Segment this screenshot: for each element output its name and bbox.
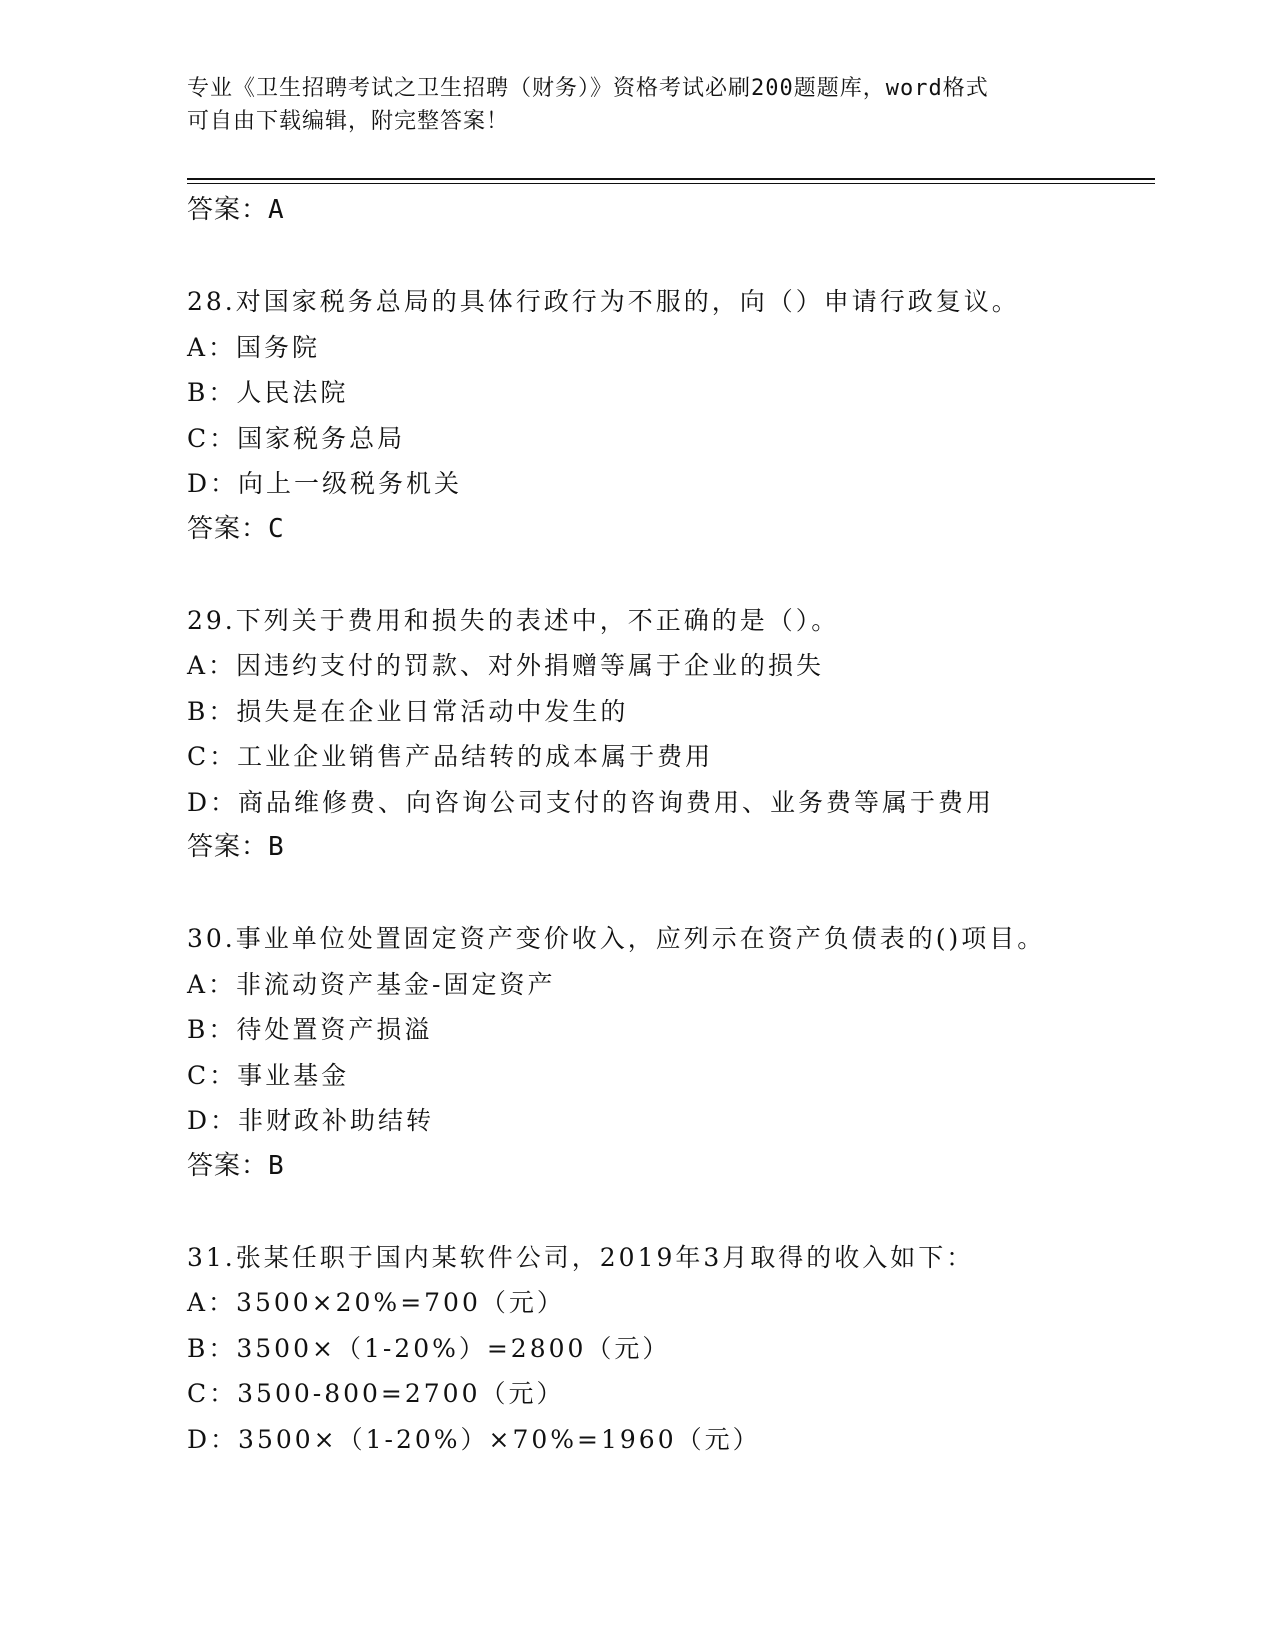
- option-d: D：非财政补助结转: [187, 1106, 435, 1135]
- option-a: A：非流动资产基金-固定资产: [187, 969, 556, 999]
- question-stem: 30.事业单位处置固定资产变价收入，应列示在资产负债表的()项目。: [187, 924, 1046, 953]
- option-c: C：工业企业销售产品结转的成本属于费用: [187, 742, 714, 771]
- spacer: [187, 871, 1187, 917]
- header-rule-thin: [187, 183, 1155, 184]
- option-a: A：因违约支付的罚款、对外捐赠等属于企业的损失: [187, 651, 825, 680]
- option-a: A：国务院: [187, 332, 321, 362]
- question-30: [187, 916, 1187, 1189]
- answer: 答案：C: [187, 513, 285, 544]
- option-a: A：3500×20%=700（元）: [187, 1288, 565, 1317]
- previous-answer: 答案：A: [187, 195, 285, 225]
- answer: 答案：B: [187, 1150, 285, 1181]
- option-d: D：向上一级税务机关: [187, 469, 463, 498]
- option-b: B：人民法院: [187, 378, 349, 407]
- option-c: C：3500-800=2700（元）: [187, 1379, 565, 1408]
- header-line-2: 可自由下载编辑，附完整答案！: [187, 109, 510, 134]
- option-c: C：国家税务总局: [187, 423, 406, 453]
- question-stem: 31.张某任职于国内某软件公司，2019年3月取得的收入如下：: [187, 1242, 975, 1272]
- option-b: B：待处置资产损溢: [187, 1015, 433, 1044]
- question-list: [187, 188, 1187, 1462]
- header-rule-thick: [187, 178, 1155, 180]
- question-29: [187, 598, 1187, 871]
- option-c: C：事业基金: [187, 1060, 350, 1090]
- document-header: [187, 72, 1087, 138]
- option-d: D：3500×（1-20%）×70%=1960（元）: [187, 1424, 761, 1454]
- question-31: [187, 1235, 1187, 1463]
- option-b: B：3500×（1-20%）=2800（元）: [187, 1333, 671, 1363]
- header-line-1: 专业《卫生招聘考试之卫生招聘（财务）》资格考试必刷200题题库，word格式: [187, 76, 989, 101]
- answer: 答案：B: [187, 832, 285, 862]
- question-28: [187, 279, 1187, 552]
- spacer: [187, 234, 1187, 280]
- question-stem: 29.下列关于费用和损失的表述中，不正确的是（）。: [187, 605, 840, 635]
- spacer: [187, 1189, 1187, 1235]
- question-stem: 28.对国家税务总局的具体行政行为不服的，向（）申请行政复议。: [187, 287, 1020, 316]
- spacer: [187, 552, 1187, 598]
- option-b: B：损失是在企业日常活动中发生的: [187, 696, 629, 726]
- option-d: D：商品维修费、向咨询公司支付的咨询费用、业务费等属于费用: [187, 787, 995, 817]
